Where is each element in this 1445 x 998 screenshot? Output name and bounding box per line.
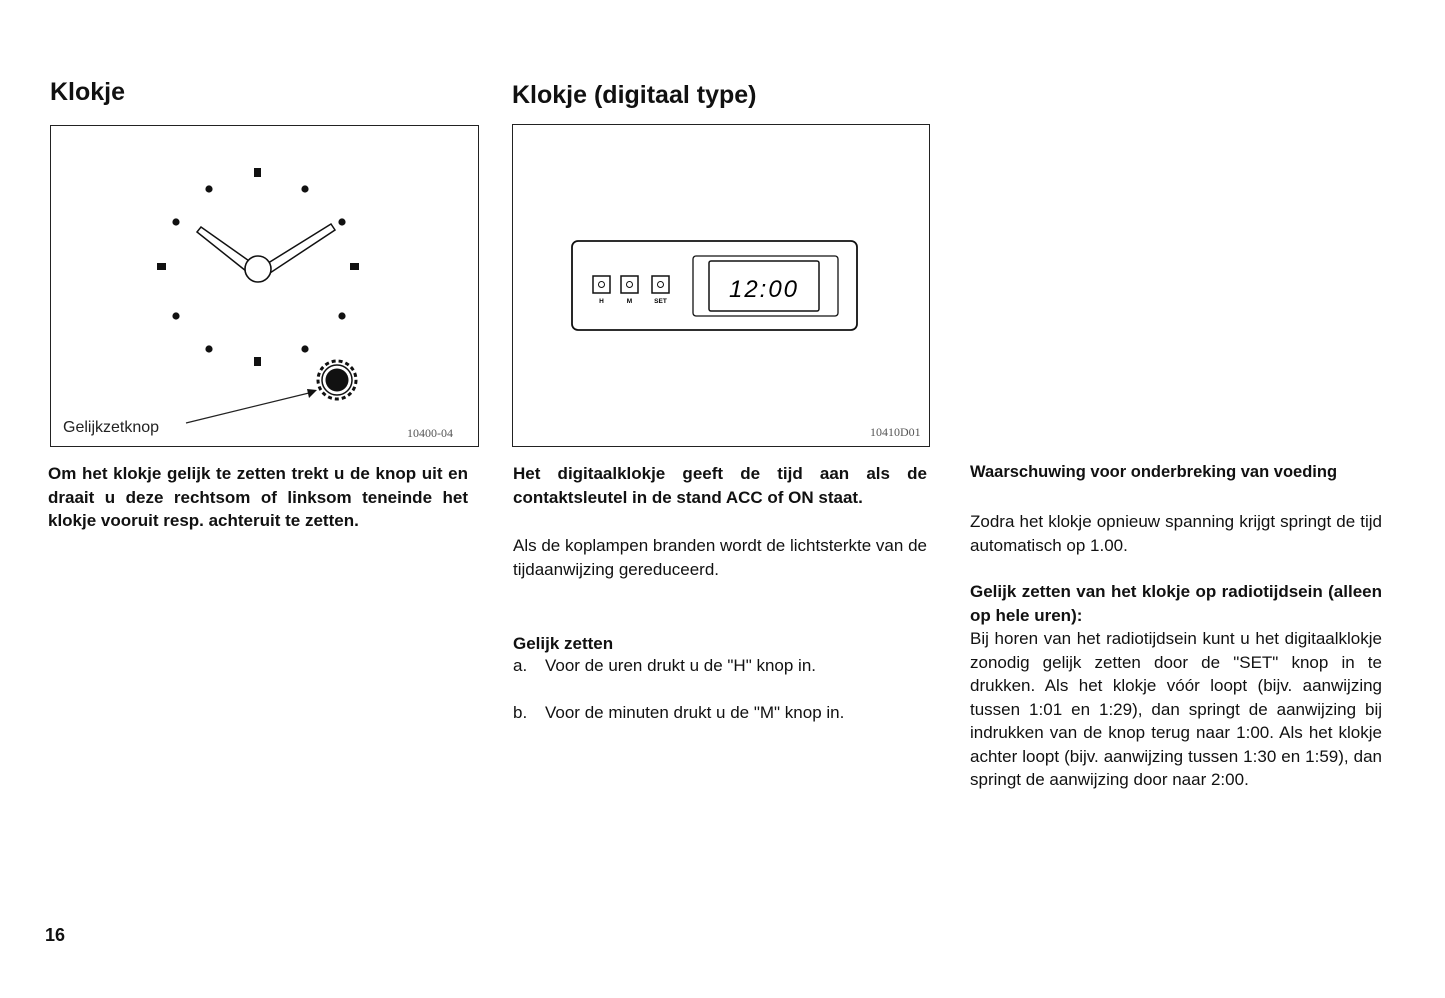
digital-clock-figure <box>512 124 930 447</box>
display-time: 12:00 <box>728 276 800 303</box>
list-marker: b. <box>513 703 528 722</box>
button-set-icon <box>652 276 669 293</box>
callout-arrowhead <box>307 389 317 398</box>
button-h-icon <box>593 276 610 293</box>
list-item <box>513 703 927 723</box>
adjust-knob-icon <box>318 361 356 399</box>
analog-clock-illustration <box>51 126 480 448</box>
figure-code: 10410D01 <box>870 425 921 439</box>
page-number: 16 <box>45 925 66 945</box>
analog-clock-figure <box>50 125 479 447</box>
button-m-label: M <box>626 298 633 305</box>
list-item <box>513 656 927 676</box>
dimming-paragraph: Als de koplampen branden wordt de lichtsterkte van de tijdaanwijzing gereduceerd. <box>513 536 927 579</box>
list-text: Voor de minuten drukt u de "M" knop in. <box>545 703 845 722</box>
button-set-label: SET <box>654 298 667 305</box>
list-text: Voor de uren drukt u de "H" knop in. <box>545 656 817 675</box>
warning-text: Zodra het klokje opnieuw spanning krijgt springt de tijd automatisch op 1.00. <box>970 512 1382 555</box>
button-m-icon <box>621 276 638 293</box>
clock-center-hub <box>245 256 271 282</box>
radio-heading: Gelijk zetten van het klokje op radiotijdsein (alleen op hele uren): <box>970 582 1382 625</box>
callout-line <box>186 392 313 423</box>
heading-digital-clock: Klokje (digitaal type) <box>512 81 757 109</box>
figure-code: 10400-04 <box>407 426 453 440</box>
list-marker: a. <box>513 656 528 675</box>
heading-analog-clock: Klokje <box>50 78 126 106</box>
digital-clock-illustration <box>513 125 931 448</box>
digital-intro: Het digitaalklokje geeft de tijd aan als de contaktsleutel in de stand ACC of ON staat. <box>513 464 927 507</box>
set-subheading: Gelijk zetten <box>513 634 614 653</box>
warning-heading: Waarschuwing voor onderbreking van voeding <box>970 463 1338 481</box>
knob-callout-label: Gelijkzetknop <box>63 419 160 436</box>
radio-text: Bij horen van het radiotijdsein kunt u het digitaalklokje zonodig gelijk zetten door de "SET" knop in te drukken. Als het klokje vóór loopt (bijv. aanwijzing tussen 1:01 en 1:29), dan springt de aanwijzing bij indrukken van de knop terug naar 1:00. Als het klokje achter loopt (bijv. aanwijzing tussen 1:30 en 1:59), dan springt de aanwijzing door naar 2:00. <box>970 629 1382 789</box>
analog-instruction: Om het klokje gelijk te zetten trekt u de knop uit en draait u deze rechtsom of linksom teneinde het klokje vooruit resp. achteruit te zetten. <box>48 464 468 530</box>
button-h-label: H <box>599 298 604 305</box>
